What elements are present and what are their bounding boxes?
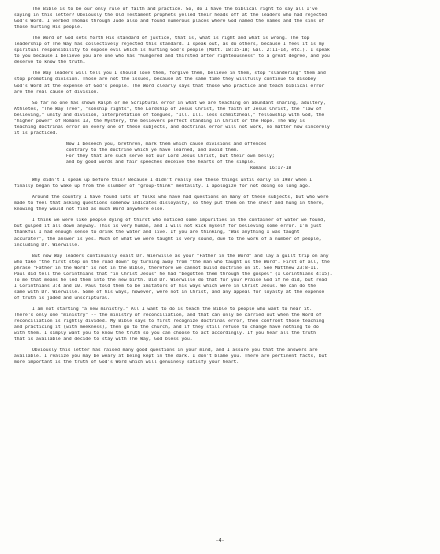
text-line: are the real cause of division. bbox=[14, 89, 100, 95]
quote-line: Now I beseech you, brethren, mark them which cause divisions and offences bbox=[66, 141, 267, 147]
text-line: Around the country I have found lots of folks who have had questions on many of these subjects, but who were bbox=[32, 195, 329, 201]
text-line: accurate?", the answer is yes. Much of what we were taught is very sound, due to the work of a number of people, bbox=[14, 236, 322, 242]
text-line: Athletes, "The Way Tree", "sonship rights", the Lordship of Jesus Christ, the faith of Jesus Christ, the "law of bbox=[14, 106, 322, 112]
scripture-quote bbox=[14, 142, 428, 172]
quote-line: contrary to the doctrine which ye have learned, and avoid them. bbox=[66, 147, 239, 153]
text-line: to you because I believe you are one who has "hungered and thirsted after righteousness" to a great degree, and you bbox=[14, 54, 330, 60]
text-line: The Word of God sets forth His standard of justice, that is, what is right and what is wrong. The top bbox=[32, 36, 310, 42]
paragraph bbox=[14, 307, 428, 343]
paragraph bbox=[14, 71, 428, 95]
paragraph bbox=[14, 348, 428, 366]
text-line: reconciliation is rightly divided. My Bible says to first recognize doctrinal error, then confront those teaching bbox=[14, 319, 325, 325]
body-text-bottom bbox=[14, 178, 428, 366]
text-line: God's Word at the expense of God's people. The Word clearly says that those who practice and teach biblical error bbox=[14, 83, 325, 89]
paragraph bbox=[14, 195, 428, 213]
text-line: I think we were like people dying of thirst who noticed some impurities in the container of water we found, bbox=[32, 218, 326, 224]
text-line: but gulped it all down anyway. This is very human, and I will not kick myself for believing some error. I'm just bbox=[14, 224, 322, 230]
text-line: Why didn't I speak up before this? Because I didn't really see these things until early in 1987 when I bbox=[32, 178, 313, 184]
text-line: including Dr. Wierwille. bbox=[14, 242, 80, 248]
text-line: God's Word. I verbed Thomas through Jude also and found numerous places where God named the names and the sins of bbox=[14, 19, 325, 25]
paragraph bbox=[14, 178, 428, 190]
text-line: of truth is jaded and unscriptural. bbox=[14, 295, 111, 301]
text-line: "higher power" of Romans 13, the Mystery, the believers perfect standing in Christ or the Hope. The Way is bbox=[14, 118, 306, 124]
text-line: But now Way leaders continually exalt Dr. Wierwille as your "Father in the Word" and lay a guilt trip on any bbox=[32, 253, 329, 259]
paragraph bbox=[14, 254, 428, 302]
text-line: it is practiced. bbox=[14, 130, 58, 136]
text-line: with them. I simply want you to know the truth so you can choose to act accordingly. If you hear all the truth bbox=[14, 331, 317, 337]
text-line: available. I realize you may be weary at being kept in the dark. I don't blame you. There are pertinent facts, but bbox=[14, 354, 328, 360]
text-line: leadership of The Way has collectively rejected this standard. I speak out, as do others, because I feel it is my bbox=[14, 42, 325, 48]
text-line: There's only one "ministry" -- the ministry of reconciliation, and that can only be carried out when the Word of bbox=[14, 313, 322, 319]
text-line: I Corinthians 3:4 and 10. Paul told them to be imitators of his ways which were in Christ Jesus. We can do the bbox=[14, 283, 317, 289]
text-line: more important is the truth of God's Word which will genuinely satisfy your heart. bbox=[14, 360, 240, 366]
text-line: So far no one has shown Ralph or me Scriptural error in what we are teaching on abundant sharing, adultery, bbox=[32, 100, 326, 106]
paragraph bbox=[14, 7, 428, 31]
text-line: To me that means he led them into the new birth. Did Dr. Wierwille do that for you? Praise God if he did, but read bbox=[14, 277, 328, 283]
text-line: finally began to wake up from the slumber of "group-think" mentality. I apologize for not doing so long ago. bbox=[14, 184, 311, 190]
quote-line: and by good words and fair speeches deceive the hearts of the simple. bbox=[66, 160, 256, 166]
text-line: deserve to know the truth. bbox=[14, 60, 86, 66]
text-line: spiritual responsibility to expose evil which is hurting God's people (Matt. 18:15-18; Gal. 2:11-14, etc.). I speak bbox=[14, 48, 330, 54]
paragraph bbox=[14, 101, 428, 137]
text-line: I am not starting "a new ministry." All I want to do is teach the Bible to people who want to hear it. bbox=[32, 306, 313, 312]
text-line: believing," unity and division, interpretation of tongues, "Ill. Ill. less schmitzheal," fellowship with God, the bbox=[14, 112, 325, 118]
quote-line: For they that are such serve not our Lord Jesus Christ, but their own belly; bbox=[66, 153, 275, 159]
text-line: The Bible is to be our only rule of faith and practice. So, do I have the biblical right to say all I've bbox=[32, 7, 318, 12]
body-text-top bbox=[14, 7, 428, 137]
paragraph bbox=[14, 218, 428, 248]
text-line: phrase "Father in the Word" is not in the Bible, therefore we cannot build doctrine on it. See Matthew 23:8-11. bbox=[14, 265, 319, 271]
paragraph bbox=[14, 36, 428, 66]
text-line: saying in this letter? Obviously the Old Testament prophets yelled their heads off at the leaders who had rejected bbox=[14, 13, 328, 19]
text-line: Obviously this letter has raised many good questions in your mind, and I assure you that the answers are bbox=[32, 348, 318, 354]
text-line: and practicing it (with meekness), then go to the church, and if they still refuse to change have nothing to do bbox=[14, 325, 319, 331]
text-line: who take "the first step on the road down" by turning away from "the man who taught us the Word". First of all, the bbox=[14, 259, 330, 265]
text-line: those hurting His people. bbox=[14, 25, 83, 31]
text-line: thankful I had enough sense to drink the water and live. If you are thinking, "Was anything I was taught bbox=[14, 230, 300, 236]
text-line: stop promoting division. Those are not the issues, because at the same time they willfully continue to disobey bbox=[14, 77, 317, 83]
text-line: Paul did tell the Corinthians that "in Christ Jesus" he had "begotten them through the gospel" (I Corinthians 4:15). bbox=[14, 271, 333, 277]
text-line: The Way leaders will tell you I should love them, forgive them, believe in them, stop "slandering" them and bbox=[32, 71, 326, 77]
text-line: that is available and decide to stay with The Way, God bless you. bbox=[14, 337, 193, 343]
text-line: knowing they would not find as much Word anywhere else. bbox=[14, 207, 166, 213]
text-line: made to feel that asking questions somehow indicates disloyalty, so they put them on the shelf and hung in there, bbox=[14, 201, 325, 207]
scripture-reference: Romans 16:17-18 bbox=[250, 166, 292, 172]
page-number: -4- bbox=[215, 537, 225, 544]
text-line: teaching doctrinal error on every one of these subjects, and doctrinal error will not work, no matter how sincerely bbox=[14, 124, 330, 130]
text-line: same with Dr. Wierwille. Some of his ways, however, were not in Christ, and any appeal for loyalty at the expense bbox=[14, 289, 325, 295]
